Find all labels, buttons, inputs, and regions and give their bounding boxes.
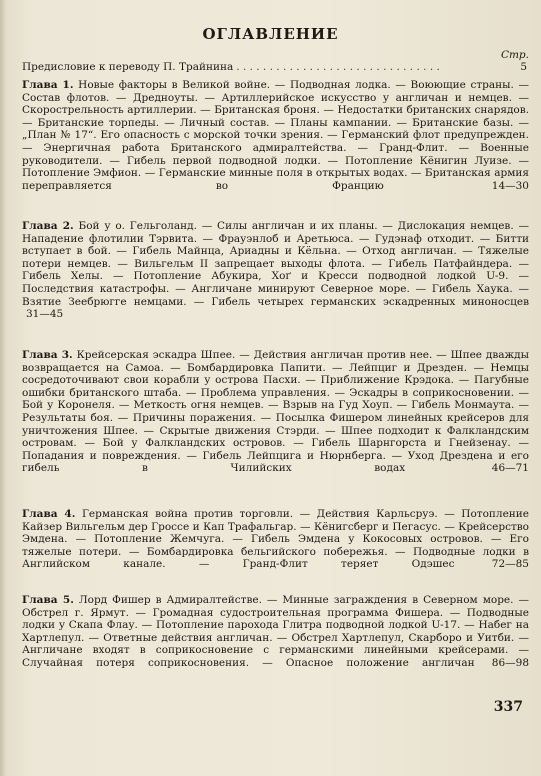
page-column-header: Стр. — [500, 49, 529, 61]
chapter-summary: Лорд Фишер в Адмиралтействе. — Минные заграждения в Северном море. — Обстрел г. Ярмут. — Громадная судостроительная программа Фишера. — Подводные лодки у Скапа Флау. — Потопление парохода Глитра подводной лодкой U-17. — Набег на Хартлепул. — Ответные действия англичан. — Обстрел Хартлепул, Скарборо и Уитби. — Англичане входят в соприкосновение с германскими линейными крейсерами. — Случайная потеря соприкосновения. — Опасное положение англичан — [22, 594, 529, 669]
chapter-label: Глава 5. — [22, 594, 74, 606]
chapter-pages: 86—98 — [491, 656, 530, 669]
chapter-summary: Бой у о. Гельголанд. — Силы англичан и их планы. — Дислокация немцев. — Нападение флотилии Тэрвита. — Фрауэнлоб и Аретьюса. — Гудэнаф отходит. — Битти вступает в бой. — Гибель Майнца, Ариадны и Кёльна. — Отход англичан. — Тяжелые потери немцев. — Вильгельм II запрещает выходы флота. — Гибель Патфайндера. — Гибель Хелы. — Потопление Абукира, Хоґ и Кресси подводной лодкой U-9. — Последствия катастрофы. — Англичане минируют Северное море. — Гибель Хаука. — Взятие Зеебрюгге немцами. — Гибель четырех германских эскадренных миноносцев — [22, 220, 529, 308]
toc-entry-text: Предисловие к переводу П. Трайнина — [22, 61, 234, 73]
page-title: ОГЛАВЛЕНИЕ — [202, 25, 339, 43]
chapter-pages: 72—85 — [491, 558, 529, 571]
chapter-pages: 31—45 — [26, 308, 64, 321]
chapter-label: Глава 1. — [22, 79, 74, 91]
toc-entry-chapter-1 — [22, 79, 529, 192]
chapter-pages: 14—30 — [491, 179, 529, 192]
chapter-summary: Крейсерская эскадра Шпее. — Действия англичан против нее. — Шпее дважды возвращается на Самоа. — Бомбардировка Папити. — Лейпциг и Дрезден. — Немцы сосредоточивают свои корабли у острова Пасхи. — Приближение Крэдока. — Пагубные ошибки британского штаба. — Проблема управления. — Эскадры в соприкосновении. — Бой у Коронеля. — Меткость огня немцев. — Взрыв на Гуд Хоуп. — Гибель Монмаута. — Результаты боя. — Причины поражения. — Посылка Фишером линейных крейсеров для уничтожения Шпее. — Скрытые движения Стэрди. — Шпее подходит к Фалкландским островам. — Бой у Фалкландских островов. — Гибель Шарнгорста и Гнейзенау. — Попадания и повреждения. — Гибель Лейпцига и Нюрнберга. — Уход Дрездена и его гибель в Чилийских водах — [22, 349, 529, 475]
chapter-pages: 46—71 — [491, 462, 529, 475]
toc-entry-preface — [22, 61, 529, 73]
page-edge-shadow — [0, 0, 6, 776]
toc-entry-chapter-2 — [22, 220, 529, 321]
toc-entry-chapter-5 — [22, 594, 529, 670]
toc-entry-chapter-4 — [22, 508, 529, 571]
page-number: 337 — [493, 699, 523, 715]
chapter-label: Глава 3. — [22, 349, 73, 361]
chapter-label: Глава 2. — [22, 220, 74, 232]
toc-entry-chapter-3 — [22, 349, 529, 475]
chapter-summary: Новые факторы в Великой войне. — Подводная лодка. — Воюющие страны. — Состав флотов. — Дредноуты. — Артиллерийское искусство у англичан и немцев. — Скорострельность артиллерии. — Британская броня. — Недостатки британских снарядов. — Британские торпеды. — Личный состав. — Планы кампании. — Британские базы. — „План № 17“. Его опасность с морской точки зрения. — Германский флот предупрежден. — Энергичная работа Британского адмиралтейства. — Гранд-Флит. — Военные руководители. — Гибель первой подводной лодки. — Потопление Кёнигин Луизе. — Потопление Эмфион. — Германские минные поля в открытых водах. — Британская армия переправляется во Францию — [22, 79, 529, 192]
toc-entry-page: 5 — [520, 61, 527, 73]
chapter-label: Глава 4. — [22, 508, 76, 520]
leader-dots: . . . . . . . . . . . . . . . . . . . . . . . . . . . . . . . — [236, 61, 440, 73]
chapter-summary: Германская война против торговли. — Действия Карльсруэ. — Потопление Кайзер Вильгельм дер Гроссе и Кап Трафальгар. — Кёнигсберг и Пегасус. — Крейсерство Эмдена. — Потопление Жемчуга. — Гибель Эмдена у Кокосовых островов. — Его тяжелые потери. — Бомбардировка бельгийского побережья. — Подводные лодки в Английском канале. — Гранд-Флит теряет Одэшес — [22, 508, 529, 571]
